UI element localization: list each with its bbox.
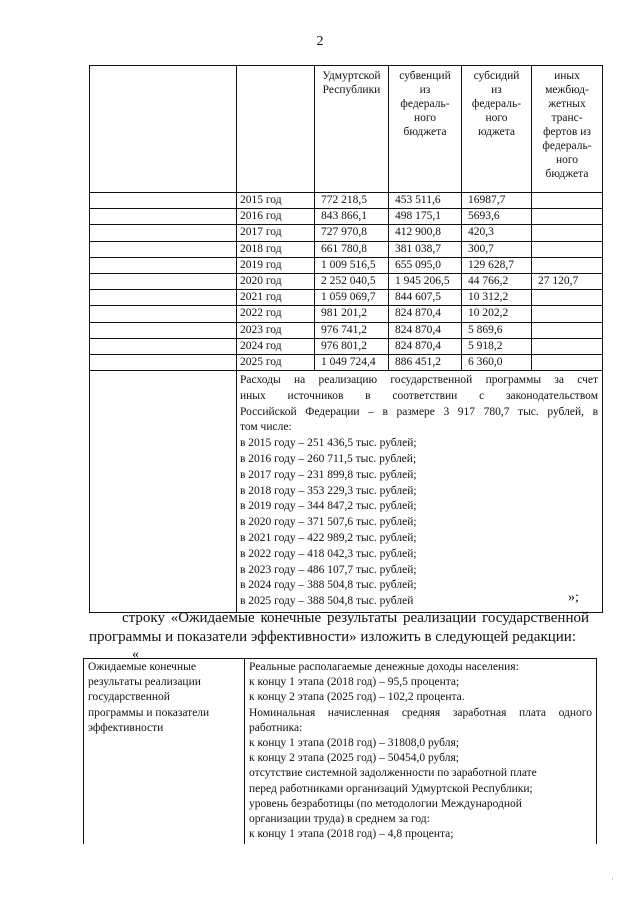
- other-transfers-cell: [532, 241, 603, 257]
- year-amount-line: в 2025 году – 388 504,8 тыс. рублей: [240, 595, 414, 608]
- header-line: ного: [413, 112, 437, 124]
- header-line: жетных: [548, 98, 586, 110]
- result-line: организации труда) в среднем за год:: [249, 813, 430, 826]
- result-line: к концу 1 этапа (2018 год) – 4,8 процента;: [249, 828, 454, 841]
- results-content-cell: [245, 659, 597, 845]
- republic-cell: 772 218,5: [315, 193, 389, 209]
- results-label-cell: [84, 659, 245, 845]
- empty-left-cell-lower: [90, 371, 237, 613]
- republic-cell: 727 970,8: [315, 225, 389, 241]
- year-amount-line: в 2022 году – 418 042,3 тыс. рублей;: [240, 547, 417, 560]
- results-table: [83, 658, 597, 844]
- year-amount-line: в 2019 году – 344 847,2 тыс. рублей;: [240, 500, 417, 513]
- empty-left-cell: [90, 322, 237, 338]
- subsidies-cell: 10 312,2: [462, 290, 532, 306]
- table-row: [90, 338, 603, 354]
- year-cell: 2025 год: [237, 354, 315, 370]
- header-line: транс-: [551, 112, 583, 124]
- year-cell: 2022 год: [237, 306, 315, 322]
- empty-left-cell: [90, 338, 237, 354]
- funding-table: [89, 65, 603, 613]
- year-cell: 2015 год: [237, 193, 315, 209]
- instruction-paragraph: [89, 609, 589, 647]
- margin-mark: ·: [611, 874, 614, 884]
- label-line: государственной: [88, 691, 170, 704]
- subsidies-cell: 420,3: [462, 225, 532, 241]
- table-row: [90, 306, 603, 322]
- other-transfers-cell: [532, 209, 603, 225]
- header-line: бюджета: [545, 168, 589, 180]
- result-line: к концу 1 этапа (2018 год) – 95,5 процента;: [249, 676, 460, 689]
- other-transfers-cell: [532, 338, 603, 354]
- empty-left-cell: [90, 273, 237, 289]
- header-line: из: [419, 84, 431, 96]
- result-line: уровень безработицы (по методологии Международной: [249, 797, 522, 810]
- header-line: Удмуртской: [322, 70, 381, 82]
- empty-year-header: [237, 66, 315, 193]
- text-line: Российской Федерации – в размере 3 917 780,7 тыс. рублей, в: [240, 405, 598, 418]
- subventions-cell: 886 451,2: [389, 354, 462, 370]
- header-line: фертов из: [543, 126, 591, 138]
- republic-cell: 843 866,1: [315, 209, 389, 225]
- subventions-cell: 412 900,8: [389, 225, 462, 241]
- table-row: [90, 193, 603, 209]
- empty-left-cell: [90, 306, 237, 322]
- subsidies-cell: 16987,7: [462, 193, 532, 209]
- header-line: межбюд-: [545, 84, 589, 96]
- header-line: ного: [485, 112, 508, 124]
- header-line: юджета: [477, 126, 516, 138]
- year-amount-line: в 2023 году – 486 107,7 тыс. рублей;: [240, 563, 417, 576]
- empty-left-cell: [90, 354, 237, 370]
- other-transfers-cell: [532, 193, 603, 209]
- year-cell: 2023 год: [237, 322, 315, 338]
- year-cell: 2020 год: [237, 273, 315, 289]
- header-other-transfers: [532, 66, 603, 193]
- subventions-cell: 498 175,1: [389, 209, 462, 225]
- header-republic: [315, 66, 389, 193]
- opening-quote: «: [132, 647, 139, 662]
- empty-left-cell: [90, 241, 237, 257]
- label-line: Ожидаемые конечные: [88, 661, 196, 673]
- table-row: [90, 290, 603, 306]
- page-number: 2: [316, 34, 324, 49]
- republic-cell: 976 741,2: [315, 322, 389, 338]
- other-transfers-cell: [532, 257, 603, 273]
- subventions-cell: 824 870,4: [389, 322, 462, 338]
- year-amount-line: в 2015 году – 251 436,5 тыс. рублей;: [240, 437, 417, 450]
- header-line: федераль-: [542, 140, 592, 152]
- table-row: [90, 241, 603, 257]
- header-line: Республики: [322, 84, 381, 96]
- header-line: бюджета: [403, 126, 447, 138]
- closing-quote: »;: [568, 590, 579, 605]
- empty-left-cell: [90, 209, 237, 225]
- subventions-cell: 453 511,6: [389, 193, 462, 209]
- header-line: субвенций: [399, 70, 451, 82]
- header-line: из: [491, 84, 502, 96]
- subsidies-cell: 5693,6: [462, 209, 532, 225]
- subventions-cell: 824 870,4: [389, 306, 462, 322]
- table-row: [90, 257, 603, 273]
- year-cell: 2017 год: [237, 225, 315, 241]
- empty-left-cell: [90, 290, 237, 306]
- other-transfers-cell: [532, 306, 603, 322]
- republic-cell: 981 201,2: [315, 306, 389, 322]
- subsidies-cell: 6 360,0: [462, 354, 532, 370]
- year-amount-line: в 2024 году – 388 504,8 тыс. рублей;: [240, 579, 417, 592]
- result-line: Реальные располагаемые денежные доходы населения:: [249, 661, 519, 673]
- text-line: том числе:: [240, 421, 292, 434]
- label-line: эффективности: [88, 721, 164, 734]
- year-cell: 2024 год: [237, 338, 315, 354]
- header-line: федераль-: [400, 98, 450, 110]
- other-transfers-cell: 27 120,7: [532, 273, 603, 289]
- result-line: к концу 2 этапа (2025 год) – 50454,0 рубля;: [249, 752, 459, 765]
- year-amount-line: в 2017 году – 231 899,8 тыс. рублей;: [240, 468, 417, 481]
- republic-cell: 976 801,2: [315, 338, 389, 354]
- text-line: Расходы на реализацию государственной программы за счет: [240, 374, 598, 387]
- empty-left-cell: [90, 257, 237, 273]
- empty-left-cell: [90, 225, 237, 241]
- data-rows: [90, 193, 603, 371]
- table-row: [90, 209, 603, 225]
- result-line: к концу 2 этапа (2025 год) – 102,2 процента.: [249, 691, 465, 704]
- year-cell: 2021 год: [237, 290, 315, 306]
- other-transfers-cell: [532, 354, 603, 370]
- instruction-text: строку «Ожидаемые конечные результаты реализации государственной программы и показатели эффективности» изложить в следующей редакции:: [89, 610, 589, 645]
- subventions-cell: 655 095,0: [389, 257, 462, 273]
- year-cell: 2019 год: [237, 257, 315, 273]
- republic-cell: 1 009 516,5: [315, 257, 389, 273]
- republic-cell: 2 252 040,5: [315, 273, 389, 289]
- table-row: [90, 322, 603, 338]
- header-subventions: [389, 66, 462, 193]
- other-sources-cell: [237, 371, 603, 613]
- label-line: программы и показатели: [88, 706, 210, 719]
- other-transfers-cell: [532, 225, 603, 241]
- republic-cell: 1 049 724,4: [315, 354, 389, 370]
- year-amount-line: в 2018 году – 353 229,3 тыс. рублей;: [240, 484, 417, 497]
- header-subsidies: [462, 66, 532, 193]
- subventions-cell: 824 870,4: [389, 338, 462, 354]
- subventions-cell: 381 038,7: [389, 241, 462, 257]
- table-row: [90, 225, 603, 241]
- republic-cell: 661 780,8: [315, 241, 389, 257]
- empty-left-cell: [90, 193, 237, 209]
- year-amount-line: в 2016 году – 260 711,5 тыс. рублей;: [240, 453, 417, 466]
- header-line: иных: [554, 70, 580, 82]
- header-line: федераль-: [471, 98, 522, 110]
- subsidies-cell: 5 918,2: [462, 338, 532, 354]
- year-cell: 2016 год: [237, 209, 315, 225]
- year-cell: 2018 год: [237, 241, 315, 257]
- result-line: Номинальная начисленная средняя заработная плата одного: [249, 706, 592, 719]
- republic-cell: 1 059 069,7: [315, 290, 389, 306]
- text-line: иных источников в соответствии с законодательством: [240, 389, 598, 402]
- header-line: ного: [555, 154, 579, 166]
- table-row: [90, 273, 603, 289]
- subsidies-cell: 44 766,2: [462, 273, 532, 289]
- header-line: субсидий: [473, 70, 520, 82]
- subsidies-cell: 129 628,7: [462, 257, 532, 273]
- result-line: отсутствие системной задолженности по заработной плате: [249, 767, 537, 780]
- year-amount-line: в 2021 году – 422 989,2 тыс. рублей;: [240, 532, 417, 545]
- result-line: к концу 1 этапа (2018 год) – 31808,0 рубля;: [249, 737, 459, 750]
- subventions-cell: 1 945 206,5: [389, 273, 462, 289]
- other-transfers-cell: [532, 290, 603, 306]
- result-line: перед работниками организаций Удмуртской Республики;: [249, 782, 533, 795]
- subsidies-cell: 300,7: [462, 241, 532, 257]
- subventions-cell: 844 607,5: [389, 290, 462, 306]
- subsidies-cell: 5 869,6: [462, 322, 532, 338]
- year-amount-line: в 2020 году – 371 507,6 тыс. рублей;: [240, 516, 417, 529]
- label-line: результаты реализации: [88, 676, 201, 689]
- empty-left-cell: [90, 66, 237, 193]
- result-line: работника:: [249, 721, 303, 734]
- other-transfers-cell: [532, 322, 603, 338]
- table-row: [90, 354, 603, 370]
- subsidies-cell: 10 202,2: [462, 306, 532, 322]
